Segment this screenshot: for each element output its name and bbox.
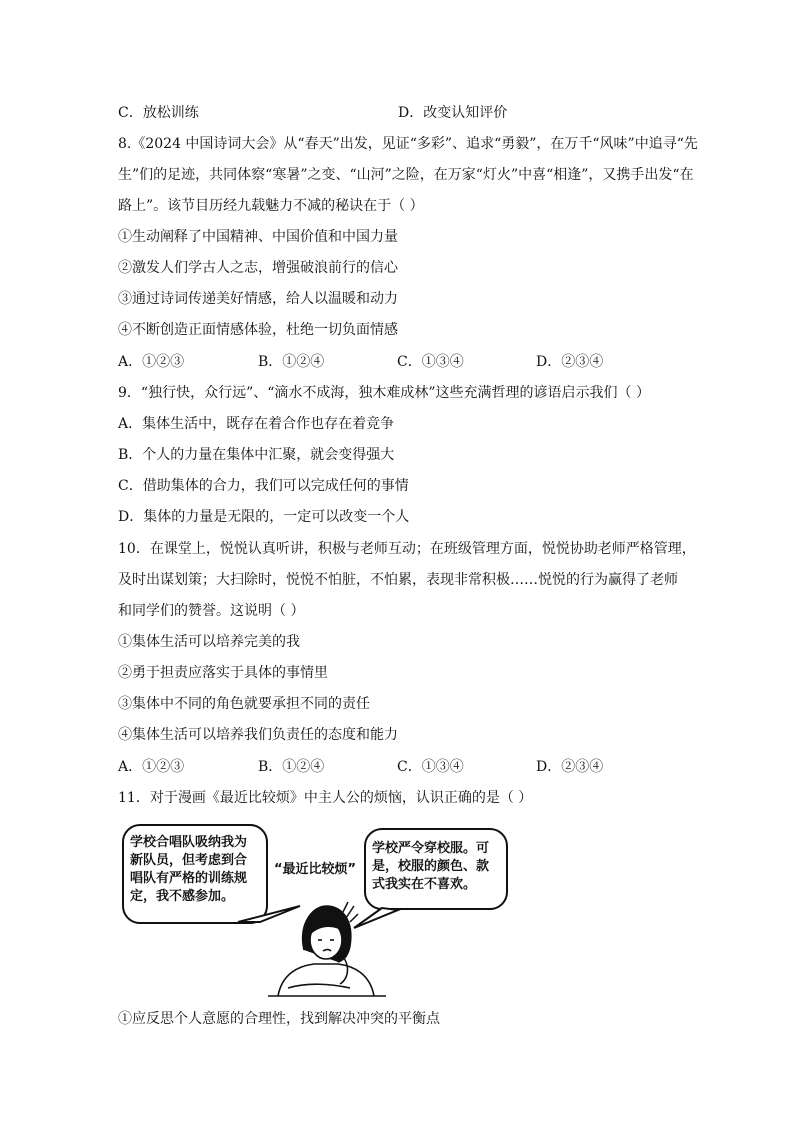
q10-stem-line-2: 及时出谋划策；大扫除时，悦悦不怕脏，不怕累，表现非常积极……悦悦的行为赢得了老师	[118, 572, 678, 588]
cartoon-right-bubble-line: 学校严令穿校服。可	[372, 841, 490, 856]
q11-statement-1: ①应反思个人意愿的合理性，找到解决冲突的平衡点	[118, 1011, 440, 1027]
cartoon-right-bubble-line: 式我实在不喜欢。	[372, 877, 477, 892]
cartoon-left-bubble-line: 定，我不感参加。	[130, 889, 235, 904]
q8-option-b: B．①②④	[258, 354, 325, 370]
cartoon-left-bubble-line: 新队员，但考虑到合	[130, 853, 248, 868]
right-bubble-tail	[354, 908, 398, 928]
q11-stem: 11．对于漫画《最近比较烦》中主人公的烦恼，认识正确的是（ ）	[118, 790, 533, 806]
cartoon-left-bubble-line: 学校合唱队吸纳我为	[130, 835, 248, 850]
q10-option-c: C．①③④	[397, 759, 464, 775]
q8-stem-line-2: 生”们的足迹，共同体察“寒暑”之变、“山河”之险，在万家“灯火”中喜“相逢”，又携手出发“在	[118, 167, 694, 183]
q8-statement-4: ④不断创造正面情感体验，杜绝一切负面情感	[118, 322, 398, 338]
q10-statement-2: ②勇于担责应落实于具体的事情里	[118, 665, 328, 681]
q8-statement-2: ②激发人们学古人之志，增强破浪前行的信心	[118, 260, 398, 276]
cartoon-figure	[118, 818, 518, 998]
q10-stem-line-1: 10．在课堂上，悦悦认真听讲，积极与老师互动；在班级管理方面，悦悦协助老师严格管理，	[118, 541, 696, 557]
q8-statement-1: ①生动阐释了中国精神、中国价值和中国力量	[118, 229, 398, 245]
q9-stem: 9．“独行快，众行远”、“滴水不成海，独木难成林”这些充满哲理的谚语启示我们（ ）	[118, 385, 650, 401]
q8-option-d: D．②③④	[536, 354, 604, 370]
q10-statement-3: ③集体中不同的角色就要承担不同的责任	[118, 696, 370, 712]
q9-option-a: A．集体生活中，既存在着合作也存在着竞争	[118, 416, 395, 432]
q9-option-c: C．借助集体的合力，我们可以完成任何的事情	[118, 478, 409, 494]
q9-option-b: B．个人的力量在集体中汇聚，就会变得强大	[118, 447, 395, 463]
q10-option-b: B．①②④	[258, 759, 325, 775]
cartoon-drawing	[118, 818, 518, 998]
q9-option-d: D．集体的力量是无限的，一定可以改变一个人	[118, 509, 410, 525]
q8-option-a: A．①②③	[118, 354, 185, 370]
q10-stem-line-3: 和同学们的赞誉。这说明（ ）	[118, 603, 305, 619]
q8-statement-3: ③通过诗词传递美好情感，给人以温暖和动力	[118, 291, 398, 307]
q8-stem-line-3: 路上”。该节目历经九载魅力不减的秘诀在于（ ）	[118, 198, 424, 214]
q10-option-a: A．①②③	[118, 759, 185, 775]
left-bubble-tail	[238, 906, 300, 922]
cartoon-left-bubble-line: 唱队有严格的训练规	[130, 871, 248, 886]
q7-option-d: D．改变认知评价	[398, 105, 508, 121]
cartoon-title: “最近比较烦”	[274, 862, 357, 877]
q8-stem-line-1: 8.《2024 中国诗词大会》从“春天”出发，见证“多彩”、追求“勇毅”，在万千“风味”中追寻“先	[118, 136, 698, 152]
q10-statement-4: ④集体生活可以培养我们负责任的态度和能力	[118, 727, 398, 743]
q10-option-d: D．②③④	[536, 759, 604, 775]
q7-option-c: C．放松训练	[118, 105, 199, 121]
q8-option-c: C．①③④	[397, 354, 464, 370]
q10-statement-1: ①集体生活可以培养完美的我	[118, 634, 300, 650]
cartoon-right-bubble-line: 是，校服的颜色、款	[372, 859, 490, 874]
